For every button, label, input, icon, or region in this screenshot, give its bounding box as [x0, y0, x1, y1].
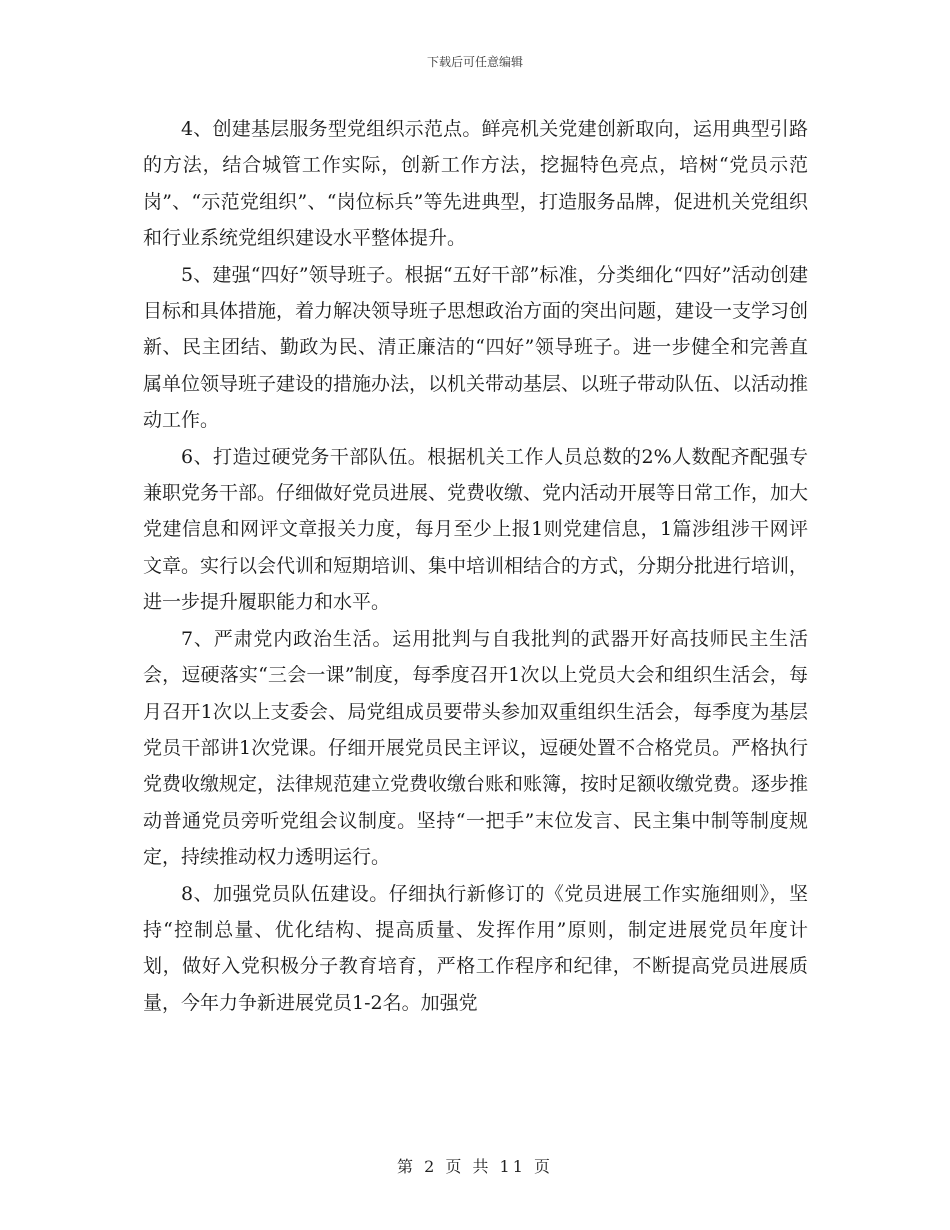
page-number-footer: 第 2 页 共 11 页 — [397, 1157, 553, 1176]
page-header: 下载后可任意编辑 — [426, 55, 523, 69]
paragraph-4: 4、创建基层服务型党组织示范点。鲜亮机关党建创新取向，运用典型引路的方法，结合城管工作实际，创新工作方法，挖掘特色亮点，培树“党员示范岗”、“示范党组织”、“岗位标兵”等先进典型，打造服务品牌，促进机关党组织和行业系统党组织建设水平整体提升。 — [143, 118, 808, 250]
paragraph-7: 7、严肃党内政治生活。运用批判与自我批判的武器开好高技师民主生活会，逗硬落实“三会一课”制度，每季度召开1次以上党员大会和组织生活会，每月召开1次以上支委会、局党组成员要带头参加双重组织生活会，每季度为基层党员干部讲1次党课。仔细开展党员民主评议，逗硬处置不合格党员。严格执行党费收缴规定，法律规范建立党费收缴台账和账簿，按时足额收缴党费。逐步推动普通党员旁听党组会议制度。坚持“一把手”末位发言、民主集中制等制度规定，持续推动权力透明运行。 — [143, 627, 809, 869]
paragraph-6: 6、打造过硬党务干部队伍。根据机关工作人员总数的2%人数配齐配强专兼职党务干部。仔细做好党员进展、党费收缴、党内活动开展等日常工作，加大党建信息和网评文章报关力度，每月至少上报1则党建信息，1篇涉组涉干网评文章。实行以会代训和短期培训、集中培训相结合的方式，分期分批进行培训，进一步提升履职能力和水平。 — [143, 445, 809, 614]
document-body — [143, 111, 808, 1021]
paragraph-5: 5、建强“四好”领导班子。根据“五好干部”标准，分类细化“四好”活动创建目标和具体措施，着力解决领导班子思想政治方面的突出问题，建设一支学习创新、民主团结、勤政为民、清正廉洁的“四好”领导班子。进一步健全和完善直属单位领导班子建设的措施办法，以机关带动基层、以班子带动队伍、以活动推动工作。 — [143, 263, 809, 432]
paragraph-8: 8、加强党员队伍建设。仔细执行新修订的《党员进展工作实施细则》，坚持“控制总量、优化结构、提高质量、发挥作用”原则，制定进展党员年度计划，做好入党积极分子教育培育，严格工作程序和纪律，不断提高党员进展质量，今年力争新进展党员1-2名。加强党 — [143, 882, 808, 1014]
